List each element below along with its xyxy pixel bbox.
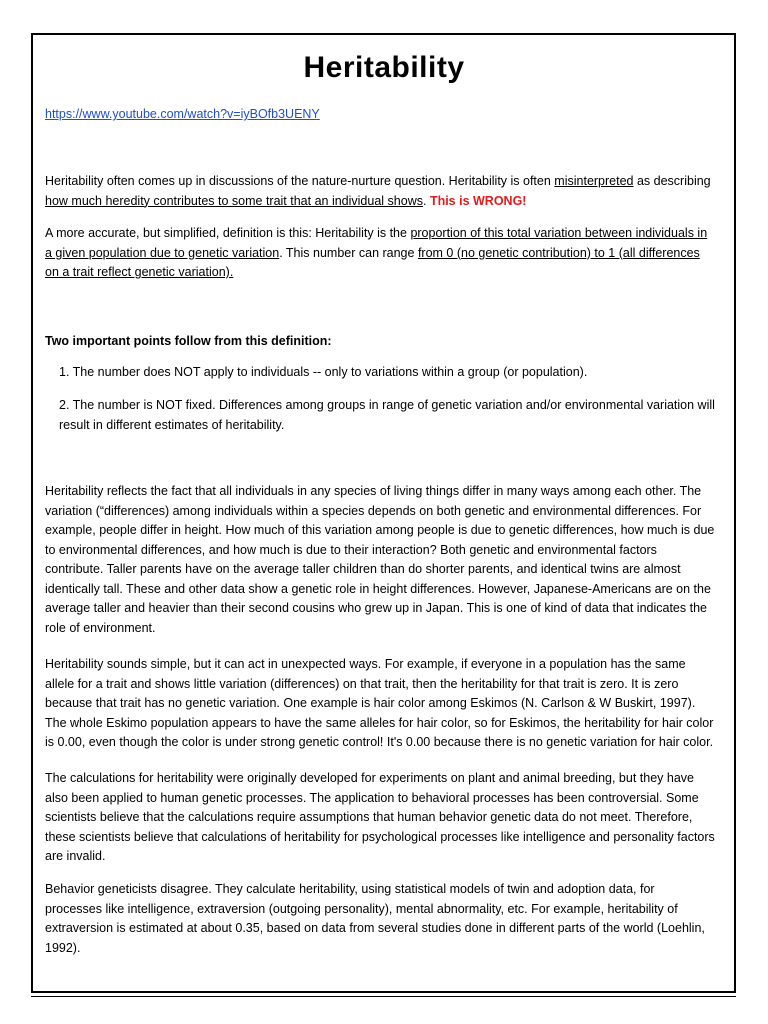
wrong-note: This is WRONG! bbox=[429, 193, 527, 208]
point-1: 1. The number does NOT apply to individuals -- only to variations within a group (or population). bbox=[59, 365, 588, 379]
points-heading: Two important points follow from this definition: bbox=[45, 334, 332, 348]
paragraph-unexpected: Heritability sounds simple, but it can act in unexpected ways. For example, if everyone in a population has the same allele for a trait and shows little variation (differences) on that trait, then the heritability for that trait is zero. It is zero because that trait has no genetic variation. One example is hair color among Eskimos (N. Carlson & W Buskirt, 1997). The whole Eskimo population appears to have the same alleles for hair color, so for Eskimos, the heritability for hair color is 0.00, even though the color is under strong genetic control! It's 0.00 because there is no genetic variation for hair color. bbox=[45, 657, 714, 749]
intro-paragraph: Heritability often comes up in discussions of the nature-nurture question. Heritability is often misinterpreted as describing how much heredity contributes to some trait that an individual shows. This is WRONG! bbox=[45, 174, 711, 208]
definition-paragraph: A more accurate, but simplified, definition is this: Heritability is the proportion of this total variation between individuals in a given population due to genetic variation. This number can range from 0 (no genetic contribution) to 1 (all differences on a trait reflect genetic variation). bbox=[45, 226, 708, 279]
paragraph-calculations: The calculations for heritability were originally developed for experiments on plant and animal breeding, but they have also been applied to human genetic processes. The application to behavioral processes has been controversial. Some scientists believe that the calculations require assumptions that human behavior genetic data do not meet. Therefore, these scientists believe that calculations of heritability for psychological processes like intelligence and personality factors are invalid. bbox=[45, 771, 715, 863]
page-title: Heritability bbox=[303, 51, 465, 84]
paragraph-variation: Heritability reflects the fact that all individuals in any species of living things differ in many ways among each other. The variation (“differences) among individuals within a species depends on both genetic and environmental differences. For example, people differ in height. How much of this variation among people is due to genetic differences, how much is due to environmental differences, and how much is due to their interaction? Both genetic and environmental factors contribute. Taller parents have on the average taller children than do shorter parents, and identical twins are almost identically tall. These and other data show a genetic role in height differences. However, Japanese-Americans are on the average taller and heavier than their second cousins who grew up in Japan. This is one of kind of data that indicates the role of environment. bbox=[45, 484, 715, 635]
paragraph-behavior-geneticists: Behavior geneticists disagree. They calculate heritability, using statistical models of twin and adoption data, for processes like intelligence, extraversion (outgoing personality), mental abnormality, etc. For example, heritability of extraversion is estimated at about 0.35, based on data from several studies done in different parts of the world (Loehlin, 1992). bbox=[45, 882, 705, 955]
video-link[interactable]: https://www.youtube.com/watch?v=iyBOfb3UENY bbox=[45, 107, 320, 121]
point-2: 2. The number is NOT fixed. Differences among groups in range of genetic variation and/or environmental variation will result in different estimates of heritability. bbox=[59, 398, 715, 432]
